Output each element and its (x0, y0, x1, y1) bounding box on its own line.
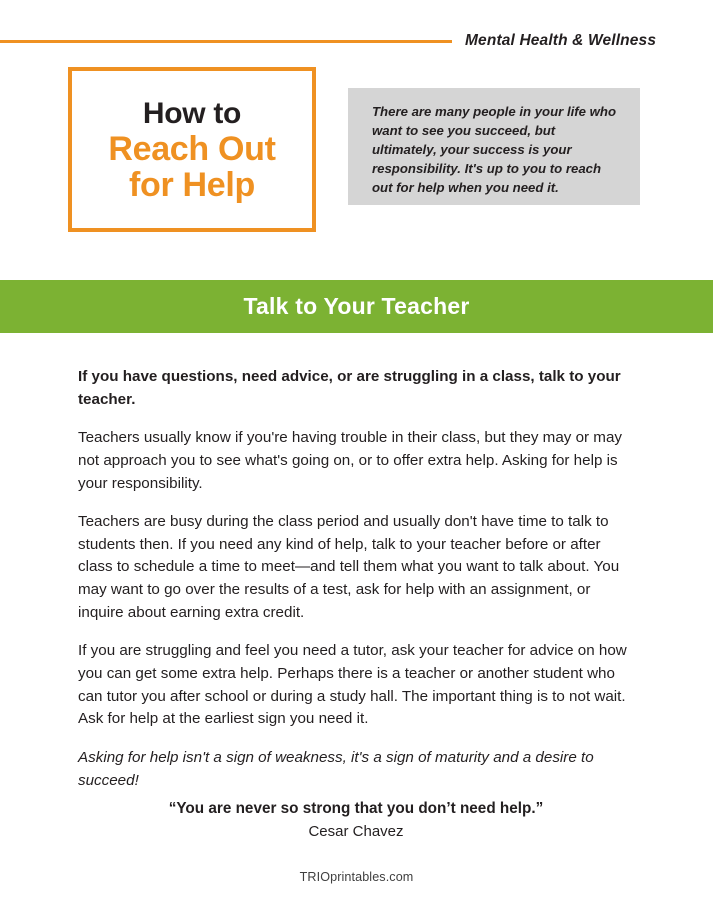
intro-callout-box (348, 88, 640, 205)
pull-quote-author: Cesar Chavez (308, 823, 404, 841)
title-line-reach-out: Reach Out (108, 130, 276, 169)
pull-quote-block (78, 798, 634, 842)
worksheet-title-box (68, 67, 316, 232)
header-category-label: Mental Health & Wellness (465, 32, 657, 49)
body-paragraph: Teachers usually know if you're having trouble in their class, but they may or may not approach you to see what's going on, or to offer extra help. Asking for help is your responsibility. (78, 429, 622, 492)
title-line-how-to: How to (142, 96, 242, 130)
page-footer (0, 868, 713, 886)
footer-site-link[interactable]: TRIOprintables.com (299, 870, 414, 884)
body-paragraph: If you are struggling and feel you need a tutor, ask your teacher for advice on how you can get some extra help. Perhaps there is a teacher or another student who can tutor you after school or during a study hall. The important thing is to not wait. Ask for help at the earliest sign you need it. (78, 642, 627, 728)
header-divider-rule (0, 40, 452, 43)
body-content (78, 366, 634, 792)
title-line-for-help: for Help (128, 166, 256, 205)
pull-quote-text: “You are never so strong that you don’t need help.” (168, 800, 544, 817)
intro-callout-text: There are many people in your life who want to see you succeed, but ultimately, your success is your responsibility. It's up to you to reach out for help when you need it. (372, 104, 617, 195)
body-paragraph: Teachers are busy during the class period and usually don't have time to talk to students then. If you need any kind of help, talk to your teacher before or after class to schedule a time to meet—and tell them what you want to talk about. You may want to go over the results of a test, ask for help with an assignment, or inquire about earning extra credit. (78, 513, 620, 621)
page-header (0, 28, 713, 54)
body-paragraph: If you have questions, need advice, or are struggling in a class, talk to your teacher. (78, 368, 621, 408)
body-paragraph: Asking for help isn't a sign of weakness, it's a sign of maturity and a desire to succeed! (78, 748, 594, 789)
section-banner (0, 280, 713, 333)
section-banner-title: Talk to Your Teacher (243, 293, 470, 319)
